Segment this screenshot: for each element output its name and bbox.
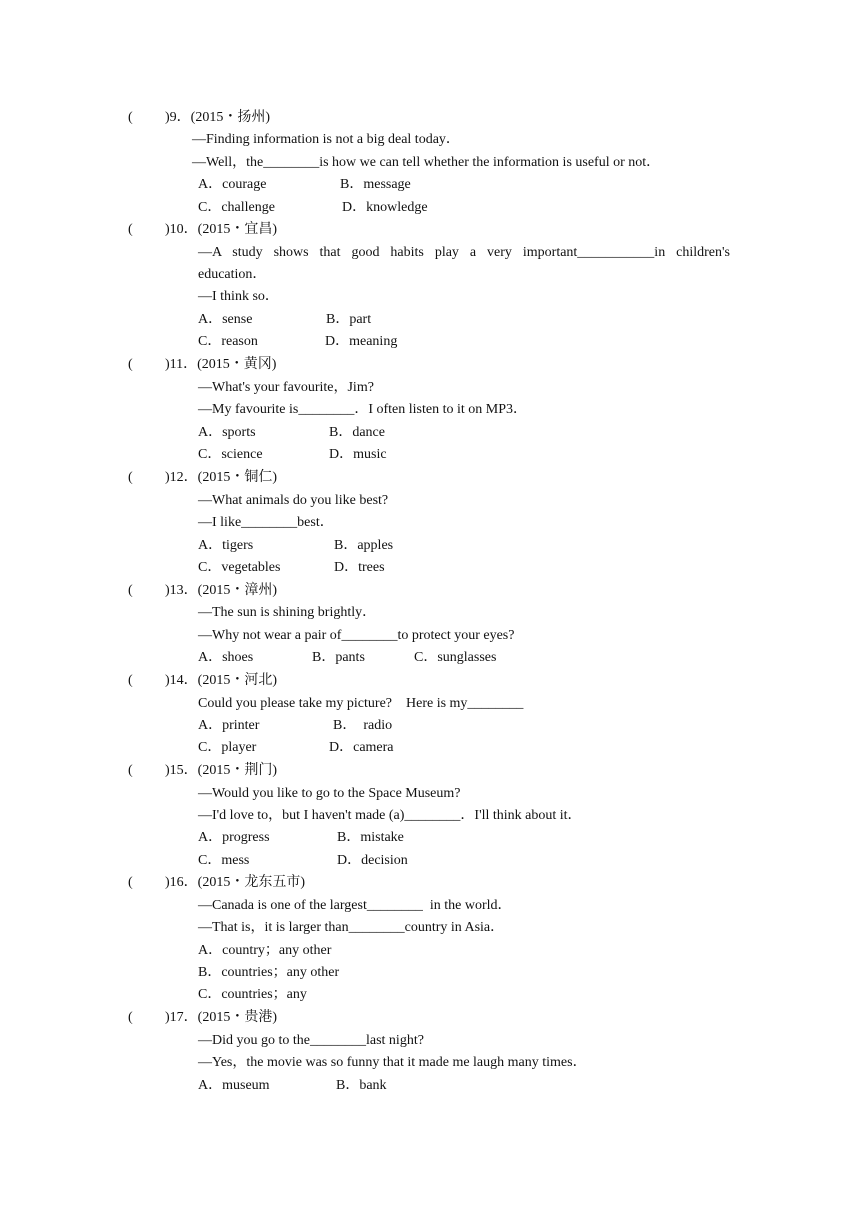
option-c: C．reason (198, 334, 258, 349)
option-d: D．camera (329, 740, 394, 755)
option-c: C．challenge (198, 200, 275, 215)
option-d: D．trees (334, 560, 385, 575)
question-line: —I'd love to，but I haven't made (a)________．I'll think about it． (198, 808, 582, 823)
option-b: B．message (340, 177, 411, 192)
option-b: B．apples (334, 538, 394, 553)
option-c: C．sunglasses (414, 650, 497, 665)
question-header: )16．(2015・龙东五市) (165, 875, 305, 890)
option-a: A．sports (198, 425, 256, 440)
answer-blank: ( (128, 357, 133, 372)
option-b: B．dance (329, 425, 385, 440)
option-a: A．country；any other (198, 943, 332, 958)
answer-blank: ( (128, 875, 133, 890)
question-line: —Would you like to go to the Space Museum? (198, 786, 461, 801)
question-header: )9．(2015・扬州) (165, 110, 270, 125)
option-a: A．progress (198, 830, 270, 845)
option-a: A．printer (198, 718, 260, 733)
question-line: —Finding information is not a big deal today． (192, 132, 460, 147)
option-d: D．decision (337, 853, 408, 868)
question-line: —What animals do you like best? (198, 493, 389, 508)
option-b: B．pants (312, 650, 365, 665)
option-d: D．music (329, 447, 387, 462)
question-line: education． (198, 267, 267, 282)
question-header: )17．(2015・贵港) (165, 1010, 277, 1025)
question-header: )13．(2015・漳州) (165, 583, 277, 598)
question-header: )12．(2015・铜仁) (165, 470, 277, 485)
option-d: D．meaning (325, 334, 398, 349)
question-line: —Yes，the movie was so funny that it made me laugh many times． (198, 1055, 587, 1070)
option-c: C．science (198, 447, 263, 462)
question-line: Could you please take my picture? Here is my________ (198, 696, 524, 711)
question-line: —A study shows that good habits play a very important___________in children's (198, 245, 730, 260)
option-a: A．museum (198, 1078, 270, 1093)
option-b: B． radio (333, 718, 393, 733)
question-line: —Well，the________is how we can tell whether the information is useful or not． (192, 155, 661, 170)
question-line: —Why not wear a pair of________to protect your eyes? (198, 628, 515, 643)
answer-blank: ( (128, 110, 133, 125)
answer-blank: ( (128, 1010, 133, 1025)
question-line: —What's your favourite，Jim? (198, 380, 374, 395)
option-c: C．mess (198, 853, 250, 868)
answer-blank: ( (128, 673, 133, 688)
question-header: )14．(2015・河北) (165, 673, 277, 688)
question-line: —I think so． (198, 289, 279, 304)
question-line: —I like________best． (198, 515, 334, 530)
option-b: B．bank (336, 1078, 387, 1093)
question-header: )11．(2015・黄冈) (165, 357, 277, 372)
question-line: —Did you go to the________last night? (198, 1033, 424, 1048)
option-d: D．knowledge (342, 200, 428, 215)
option-c: C．player (198, 740, 257, 755)
answer-blank: ( (128, 222, 133, 237)
answer-blank: ( (128, 763, 133, 778)
answer-blank: ( (128, 470, 133, 485)
question-header: )10．(2015・宜昌) (165, 222, 277, 237)
option-b: B．mistake (337, 830, 404, 845)
question-line: —The sun is shining brightly． (198, 605, 377, 620)
question-line: —Canada is one of the largest________ in the world． (198, 898, 512, 913)
option-c: C．vegetables (198, 560, 281, 575)
question-line: —My favourite is________．I often listen to it on MP3． (198, 402, 527, 417)
option-b: B．countries；any other (198, 965, 340, 980)
option-a: A．sense (198, 312, 253, 327)
option-b: B．part (326, 312, 372, 327)
option-a: A．shoes (198, 650, 254, 665)
option-c: C．countries；any (198, 987, 307, 1002)
option-a: A．tigers (198, 538, 254, 553)
question-line: —That is，it is larger than________country in Asia． (198, 920, 505, 935)
answer-blank: ( (128, 583, 133, 598)
question-header: )15．(2015・荆门) (165, 763, 277, 778)
option-a: A．courage (198, 177, 267, 192)
